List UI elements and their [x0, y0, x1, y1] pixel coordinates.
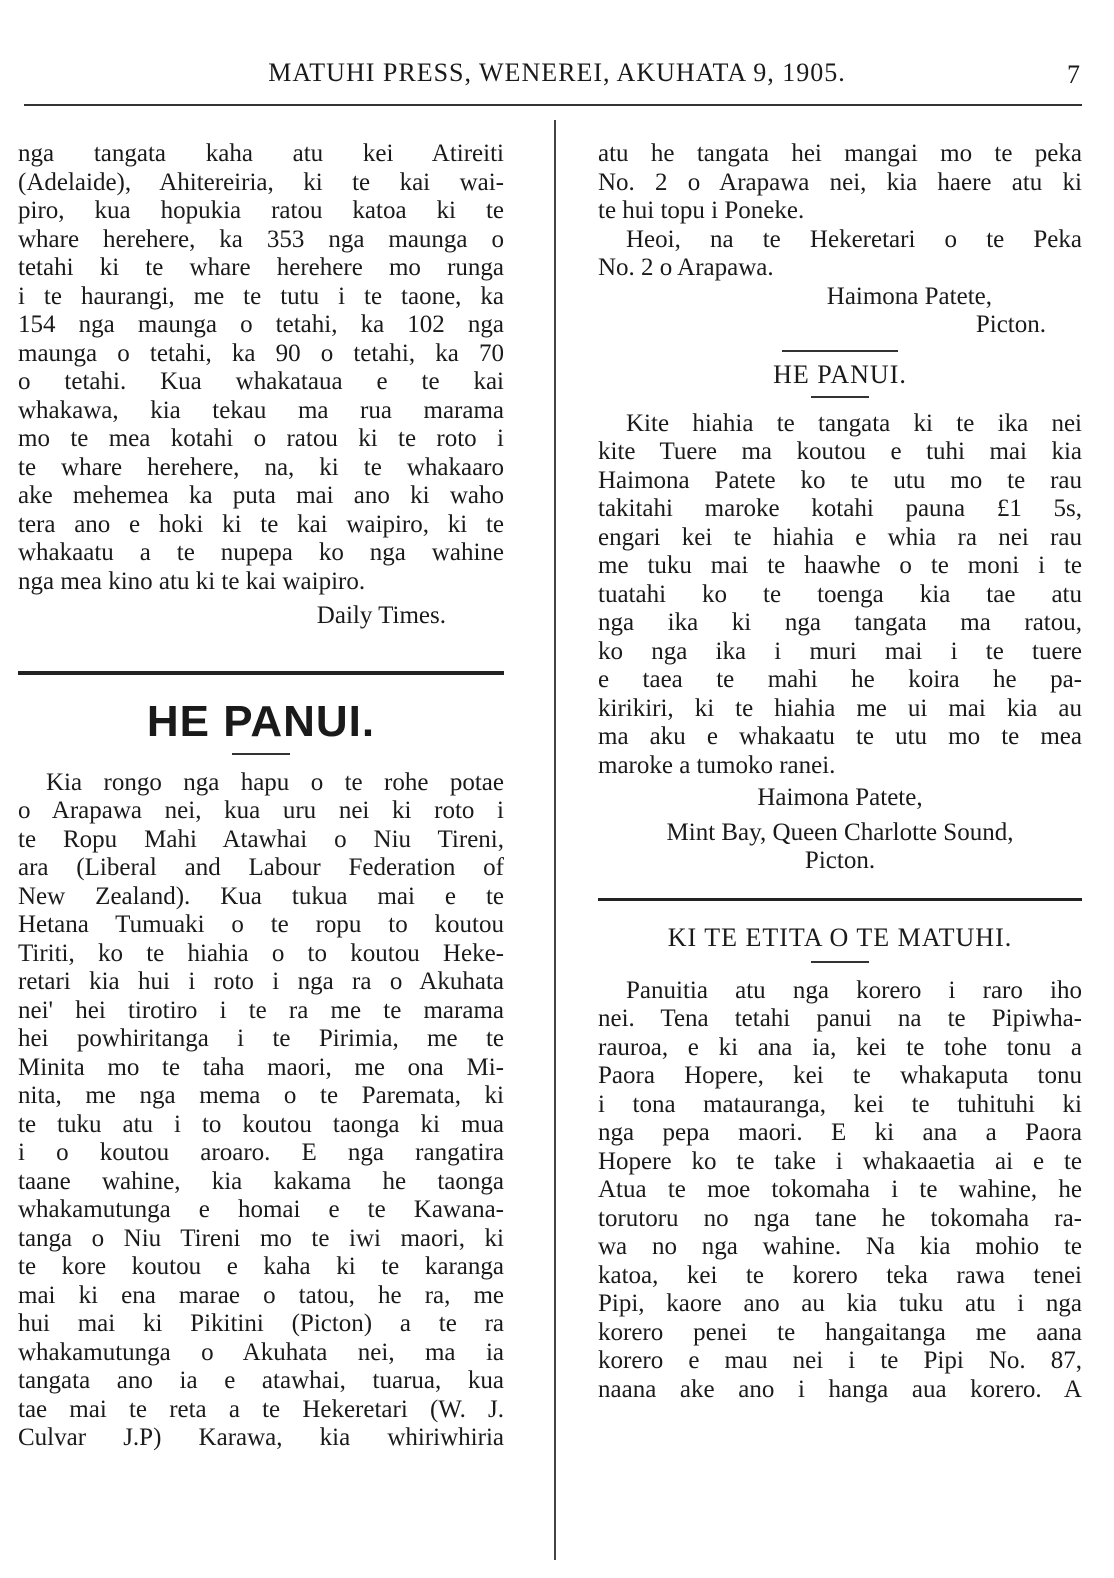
- text-line: Minita mo te taha maori, me ona Mi-: [18, 1053, 504, 1081]
- text-line: tangata ano ia e atawhai, tuarua, kua: [18, 1367, 504, 1394]
- newspaper-title: MATUHI PRESS, WENEREI, AKUHATA 9, 1905.: [268, 58, 846, 87]
- text-line: te hui topu i Poneke.: [598, 197, 805, 224]
- text-line: Haimona Patete ko te utu mo te rau: [598, 466, 1082, 494]
- continued-notice: [598, 140, 1082, 283]
- text-line: whakaatu a te nupepa ko nga wahine: [18, 539, 504, 566]
- text-line: Culvar J.P) Karawa, kia whiriwhiria: [18, 1424, 504, 1451]
- text-line: kirikiri, ki te hiahia me ui mai kia au: [598, 694, 1082, 722]
- text-line: nei. Tena tetahi panui na te Pipiwha-: [598, 1005, 1082, 1032]
- text-line: o tetahi. Kua whakatauа e te kai: [18, 368, 504, 395]
- fish-notice-heading: HE PANUI.: [773, 359, 907, 389]
- text-line: mo te mea kotahi o ratou ki te roto i: [18, 425, 504, 452]
- text-line: whakamutunga e homai e te Kawana-: [18, 1196, 504, 1223]
- notice-heading: HE PANUI.: [146, 696, 376, 746]
- text-line: tae mai te reta a te Hekeretari (W. J.: [18, 1395, 504, 1423]
- signature-address: Mint Bay, Queen Charlotte Sound,: [666, 818, 1014, 846]
- text-line: nga pepa maori. E ki ana a Paora: [598, 1119, 1082, 1146]
- letter-heading: KI TE ETITA O TE MATUHI.: [667, 922, 1013, 952]
- text-line: maroke a tumoko ranei.: [598, 751, 836, 779]
- text-line: kite Tuere ma koutou e tuhi mai kia: [598, 438, 1082, 465]
- column-divider: [554, 120, 556, 1560]
- text-line: No. 2 o Arapawa nei, kia haere atu ki: [598, 168, 1082, 196]
- text-line: whakamutunga o Akuhata nei, ma ia: [18, 1338, 504, 1366]
- text-line: e taea te mahi he koira he pa-: [598, 666, 1082, 693]
- text-line: i te haurangi, me te tutu i te taone, ka: [18, 282, 504, 310]
- text-line: o Arapawa nei, kua uru nei ki roto i: [18, 797, 504, 824]
- text-line: nei' hei tirotiro i te ra me te marama: [18, 996, 504, 1024]
- text-line: wa no nga wahine. Na kia mohio te: [598, 1233, 1082, 1260]
- signature-name: Haimona Patete,: [826, 282, 992, 310]
- heading-rule: [811, 396, 869, 398]
- text-line: Atua te moe tokomaha i te wahine, he: [598, 1176, 1082, 1203]
- text-line: i o koutou aroaro. E nga rangatira: [18, 1139, 504, 1166]
- text-line: Pipi, kaore ano au kia tuku atu i nga: [598, 1290, 1082, 1317]
- text-line: nga tangata kaha atu kei Atireiti: [18, 140, 504, 167]
- text-line: atu he tangata hei mangai mo te peka: [598, 140, 1082, 167]
- text-line: tanga o Niu Tireni mo te iwi maori, ki: [18, 1224, 504, 1252]
- signature-place: Picton.: [975, 311, 1046, 338]
- signature-place: Picton.: [804, 847, 876, 874]
- notice-body: [18, 769, 504, 1453]
- text-line: New Zealand). Kua tukua mai e te: [18, 882, 504, 910]
- heading-rule: [232, 753, 290, 755]
- text-line: korero penei te hangaitanga me aana: [598, 1318, 1082, 1346]
- section-rule: [18, 671, 504, 675]
- text-line: me tuku mai te haawhe o te moni i te: [598, 552, 1082, 579]
- text-line: whakawa, kia tekau ma rua marama: [18, 396, 504, 424]
- text-line: te whare herehere, na, ki te whakaaro: [18, 453, 504, 481]
- text-line: naana ake ano i hanga aua korero. A: [598, 1375, 1082, 1403]
- text-line: mai ki ena marae o tatou, he ra, me: [18, 1281, 504, 1309]
- text-line: hei powhiritanga i te Pirimia, me te: [18, 1025, 504, 1052]
- text-line: whare herehere, ka 353 nga maunga o: [18, 225, 504, 253]
- text-line: katoa, kei te korero teka rawa tenei: [598, 1261, 1082, 1289]
- text-line: te kore koutou e kaha ki te karanga: [18, 1253, 504, 1280]
- text-line: Panuitia atu nga korero i raro iho: [626, 976, 1082, 1004]
- text-line: Tiriti, ko te hiahia o to koutou Heke-: [18, 939, 504, 967]
- article-adelaide: [18, 140, 504, 596]
- left-column: [18, 140, 504, 1453]
- text-line: i tona matauranga, kei te tuhituhi ki: [598, 1090, 1082, 1118]
- text-line: tera ano e hoki ki te kai waipiro, ki te: [18, 510, 504, 538]
- text-line: tetahi ki te whare herehere mo runga: [18, 254, 504, 281]
- text-line: 154 nga maunga o tetahi, ka 102 nga: [18, 311, 504, 338]
- text-line: te tuku atu i to koutou taonga ki mua: [18, 1110, 504, 1138]
- signature-name: Haimona Patete,: [757, 784, 923, 811]
- text-line: nga mea kino atu ki te kai waipiro.: [18, 567, 366, 595]
- text-line: nita, me nga mema o te Paremata, ki: [18, 1082, 504, 1109]
- page-number: 7: [1067, 60, 1080, 89]
- section-rule: [782, 350, 898, 352]
- masthead: [0, 58, 1114, 98]
- text-line: Kite hiahia te tangata ki te ika nei: [626, 409, 1082, 437]
- text-line: taane wahine, kia kakama he taonga: [18, 1167, 504, 1195]
- section-rule: [598, 898, 1082, 901]
- text-line: hui mai ki Pikitini (Picton) a te ra: [18, 1310, 504, 1337]
- text-line: Heoi, na te Hekeretari o te Peka: [626, 225, 1082, 253]
- text-line: No. 2 o Arapawa.: [598, 254, 774, 281]
- heading-rule: [811, 961, 869, 963]
- text-line: ko nga ika i muri mai i te tuere: [598, 637, 1082, 665]
- text-line: te Ropu Mahi Atawhai o Niu Tireni,: [18, 825, 504, 853]
- right-column: [598, 140, 1082, 1404]
- text-line: piro, kua hopukia ratou katoa ki te: [18, 197, 504, 224]
- text-line: nga ika ki nga tangata ma ratou,: [598, 609, 1082, 636]
- text-line: ara (Liberal and Labour Federation of: [18, 854, 504, 881]
- article-source: Daily Times.: [316, 602, 446, 629]
- text-line: Hopere ko te take i whakaaetia ai e te: [598, 1147, 1082, 1175]
- text-line: takitahi maroke kotahi pauna £1 5s,: [598, 495, 1082, 522]
- text-line: engari kei te hiahia e whia ra nei rau: [598, 523, 1082, 551]
- header-rule: [24, 104, 1082, 106]
- text-line: rauroa, e ki ana ia, kei te tohe tonu a: [598, 1033, 1082, 1061]
- text-line: ma aku e whakaatu te utu mo te mea: [598, 723, 1082, 750]
- text-line: ake mehemea ka puta mai ano ki waho: [18, 482, 504, 509]
- fish-notice-body: [598, 410, 1082, 781]
- text-line: korero e mau nei i te Pipi No. 87,: [598, 1347, 1082, 1374]
- text-line: (Adelaide), Ahitereiria, ki te kai wai-: [18, 168, 504, 196]
- text-line: retari kia hui i roto i nga ra o Akuhata: [18, 968, 504, 995]
- letter-body: [598, 977, 1082, 1405]
- text-line: maunga o tetahi, ka 90 o tetahi, ka 70: [18, 339, 504, 367]
- text-line: Paora Hopere, kei te whakaputa tonu: [598, 1062, 1082, 1089]
- text-line: tuatahi ko te toenga kia tae atu: [598, 580, 1082, 608]
- text-line: torutoru no nga tane he tokomaha ra-: [598, 1204, 1082, 1232]
- text-line: Kia rongo nga hapu o te rohe potae: [46, 768, 504, 796]
- text-line: Hetana Tumuaki o te ropu to koutou: [18, 911, 504, 938]
